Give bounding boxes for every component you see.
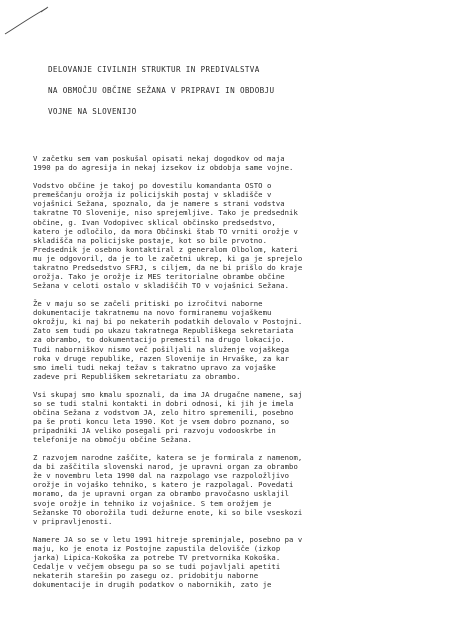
document-body [33, 154, 425, 598]
paragraph-intro: V začetku sem vam poskušal opisati nekaj dogodkov od maja 1990 pa do agresija in nekaj izsekov iz obdobja same vojne. [33, 154, 294, 173]
title-line-1: DELOVANJE CIVILNIH STRUKTUR IN PREDIVALSTVA [48, 65, 260, 75]
paragraph-weapons: Vodstvo občine je takoj po dovestilu komandanta OSTO o premeščanju orožja iz policijskih postaj v skladišče v vojašnici Sežana, spoznalo, da je namere s strani vodstva takratne TO Slovenije, niso sprejemljive. Tako je predsednik občine, g. Ivan Vodopivec sklical občinsko predsedstvo, katero je odločilo, da mora Občinski štab TO vrniti orožje v skladišča na policijske postaje, kot so bile prvotno. Predsednik je osebno kontaktiral z generalom Olbolom, kateri mu je odgovoril, da je to le začetni ukrep, ki ga je sprejelo takratno Predsedstvo SFRJ, s ciljem, da ne bi prišlo do kraje orožja. Tako je orožje iz MES teritorialne obrambe občine Sežana v celoti ostalo v skladiščih TO v vojašnici Sežana. [33, 181, 303, 291]
title-line-3: VOJNE NA SLOVENIJO [48, 107, 137, 117]
paragraph-national-protection: Z razvojem narodne zaščite, katera se je formirala z namenom, da bi zaščitila slovenski narod, je upravni organ za obrambo že v novembru leta 1990 dal na razpolago vse razpoložljivo orožje in vojaško tehniko, s katero je razpolagal. Povedati moramo, da je upravni organ za obrambo pravočasno usklajil svoje orožje in tehniko iz vojašnice. S tem orožjem je Sežanske TO oborožila tudi dežurne enote, ki so bile vseskozi v pripravljenosti. [33, 453, 303, 526]
paragraph-ja-intentions: Vsi skupaj smo kmalu spoznali, da ima JA drugačne namene, saj so se tudi stalni kontakti in dobri odnosi, ki jih je imela občina Sežana z vodstvom JA, zelo hitro spremenili, posebno pa še proti koncu leta 1990. Kot je vsem dobro poznano, so pripadniki JA veliko posegali pri razvoju vodooskrbe in telefonije na območju občine Sežana. [33, 389, 303, 445]
paragraph-documentation: Že v maju so se začeli pritiski po izročitvi naborne dokumentacije takratnemu na novo formiranemu vojaškemu okrožju, ki naj bi po nekaterih podatkih delovalo v Postojni. Zato sem tudi po ukazu takratnega Republiškega sekretariata za obrambo, to dokumentacijo premestil na drugo lokacijo. Tudi naborniškov nismo več pošiljali na služenje vojaškega roka v druge republike, razen Slovenije in Hrvaške, za kar smo imeli tudi nekaj težav s takratno upravo za vojaške zadeve pri Republiškem sekretariatu za obrambo. [33, 299, 303, 381]
title-line-2: NA OBMOČJU OBČINE SEŽANA V PRIPRAVI IN OBDOBJU [48, 86, 275, 96]
paragraph-1991: Namere JA so se v letu 1991 hitreje spreminjale, posebno pa v maju, ko je enota iz Postojne zapustila delovišče (izkop jarka) Lipica-Kokoška za potrebe TV pretvornika Kokoška. Cedalje v večjem obsegu pa so se tudi pojavljali apetiti nekaterih starešin po zasegu oz. pridobitju naborne dokumentacije in drugih podatkov o nabornikih, zato je [33, 534, 303, 590]
document-title [48, 55, 408, 128]
pen-stroke-mark [3, 4, 51, 38]
